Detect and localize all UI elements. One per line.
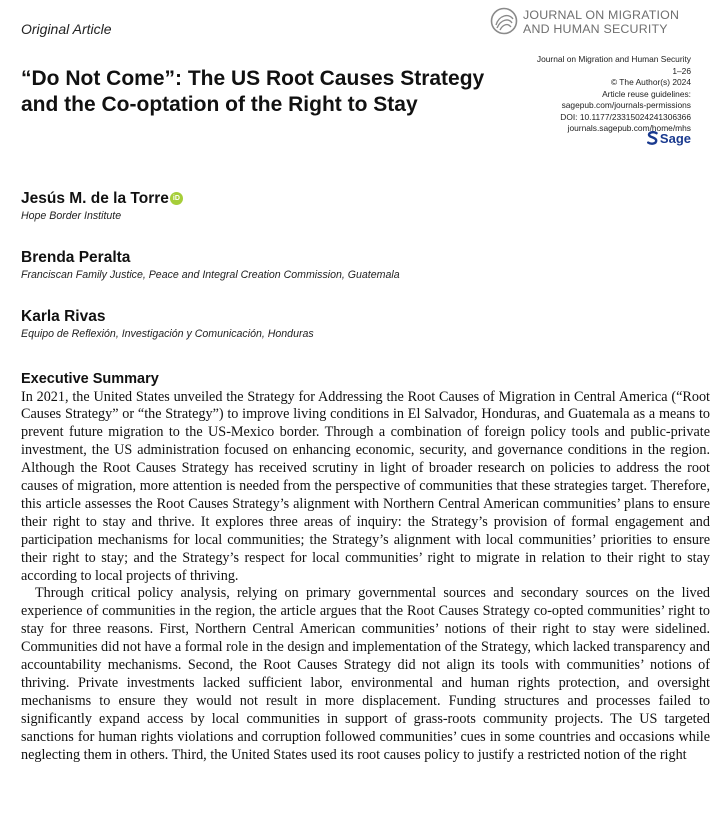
author-name [21,190,183,208]
author-block [21,190,183,223]
author-affiliation: Hope Border Institute [21,210,122,222]
sage-logo-text: Sage [659,131,691,146]
meta-reuse-link[interactable]: sagepub.com/journals-permissions [561,100,691,110]
journal-emblem-icon [490,6,518,36]
executive-summary [21,371,710,765]
summary-paragraph: In 2021, the United States unveiled the Strategy for Addressing the Root Causes of Migration in Central America (“Root Causes Strategy” or “the Strategy”) to improve living conditions in El Salvador, Honduras, and Guatemala as a means to prevent future migration to the US-Mexico border. Through a combination of foreign policy tools and public-private investment, the US administration focused on enhancing economic, security, and governance conditions in the region. Although the Root Causes Strategy has received scrutiny in light of broader research on policies to address the root causes of migration, more attention is needed from the perspective of communities that these strategies target. Therefore, this article assesses the Root Causes Strategy’s alignment with Northern Central American communities’ plans to ensure their right to stay and thrive. It explores three areas of inquiry: the Strategy’s provision of formal engagement and participation mechanisms for local communities; the Strategy’s alignment with local communities’ priorities to ensure their right to stay; and the Strategy’s respect for local communities’ right to migrate in relation to their right to stay according to local projects of thriving. [21,388,710,584]
author-block [21,308,314,341]
meta-pages: 1–26 [672,65,691,76]
meta-journal-url[interactable]: journals.sagepub.com/home/mhs [567,123,691,133]
meta-reuse-label: Article reuse guidelines: [602,88,691,99]
author-affiliation: Franciscan Family Justice, Peace and Integral Creation Commission, Guatemala [21,269,400,281]
journal-logo-line2: AND HUMAN SECURITY [523,22,668,36]
author-affiliation: Equipo de Reflexión, Investigación y Comunicación, Honduras [21,328,314,340]
author-block [21,249,400,282]
article-type-label: Original Article [21,21,112,37]
author-name-text: Jesús M. de la Torre [21,190,169,207]
journal-logo [490,6,700,40]
journal-logo-line1: JOURNAL ON MIGRATION [523,8,680,22]
sage-logo [647,131,691,146]
summary-heading: Executive Summary [21,371,159,387]
meta-journal-name: Journal on Migration and Human Security [536,54,691,64]
author-name: Karla Rivas [21,308,106,325]
sage-s-icon [647,131,658,145]
author-name: Brenda Peralta [21,249,131,266]
article-title: “Do Not Come”: The US Root Causes Strategy and the Co-optation of the Right to Stay [21,67,485,116]
summary-paragraph: Through critical policy analysis, relying on primary governmental sources and secondary sources on the lived experience of communities in the region, the article argues that the Root Causes Strategy co-opted communities’ right to stay for three reasons. First, Northern Central American communities’ notions of their right to stay were sidelined. Communities did not have a formal role in the design and implementation of the Strategy, which lacked transparency and accountability mechanisms. Second, the Root Causes Strategy did not align its tools with communities’ notions of thriving. Private investments lacked sufficient labor, environmental and human rights protection, and oversight mechanisms to ensure they would not result in more displacement. Funding structures and processes failed to significantly expand access by local communities in support of grass-roots community projects. The US targeted sanctions for human rights violations and corruption followed communities’ cues in some countries and occasions while neglecting them in others. Third, the United States used its root causes policy to justify a restricted notion of the right [21,585,710,763]
meta-doi[interactable]: DOI: 10.1177/23315024241306366 [560,111,691,122]
article-meta [537,54,691,135]
meta-copyright: © The Author(s) 2024 [610,77,691,87]
orcid-icon[interactable]: iD [170,192,183,205]
